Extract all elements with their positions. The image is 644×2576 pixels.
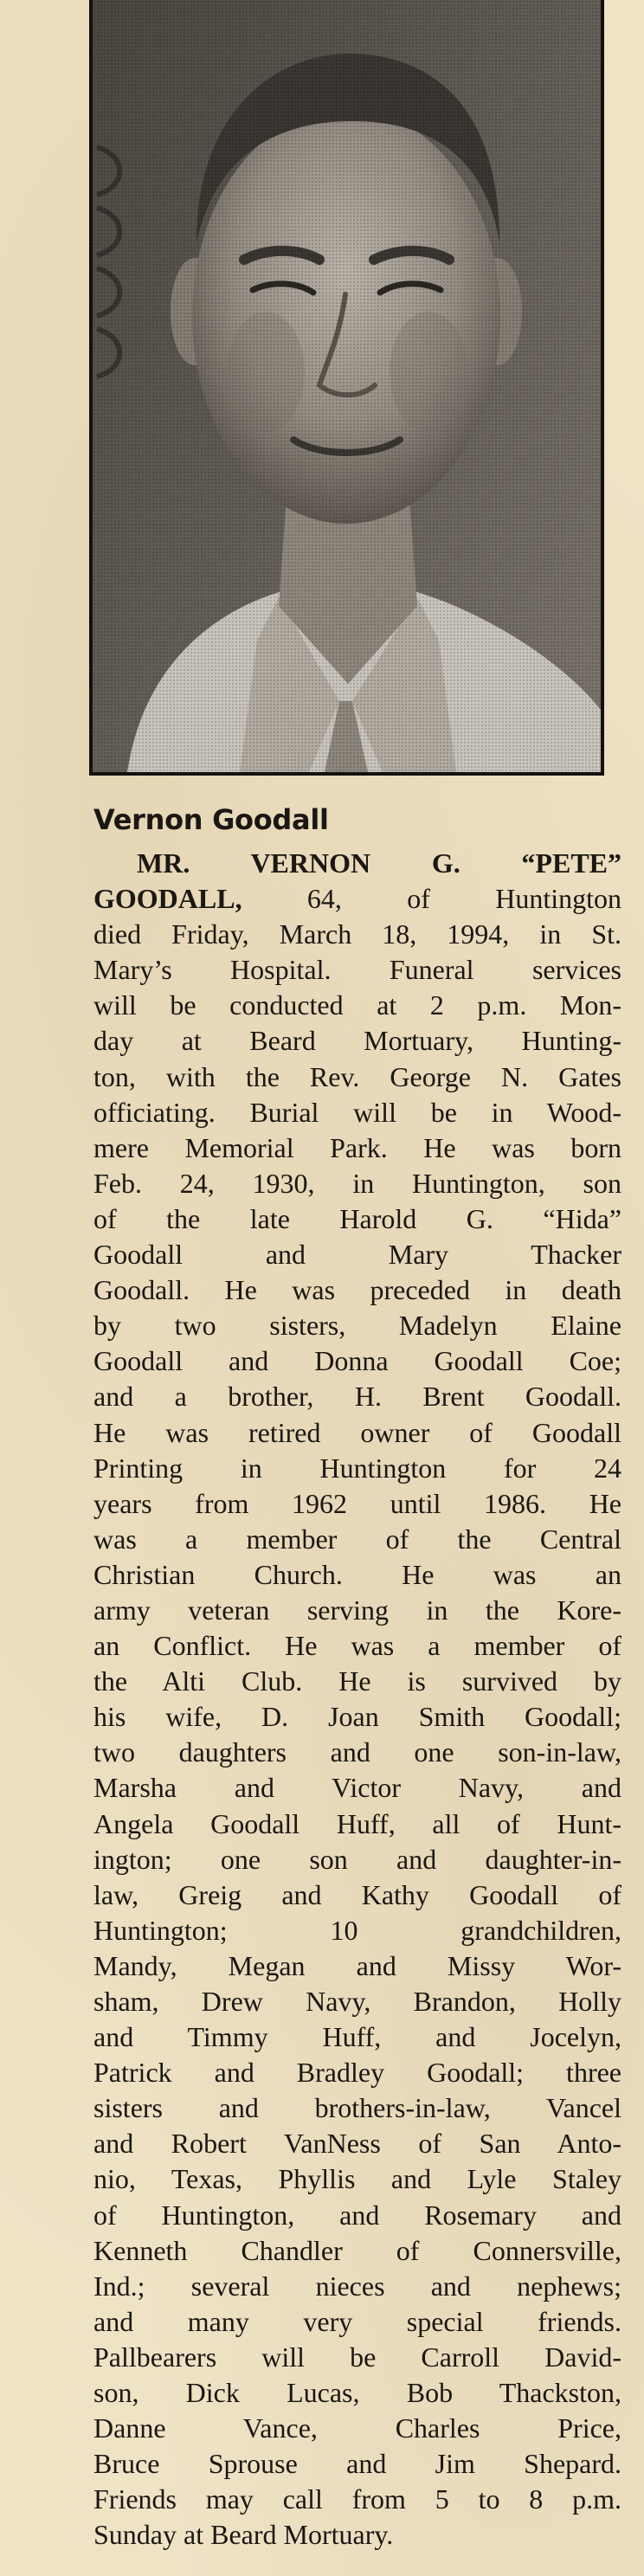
- article-line: of Huntington, and Rosemary and: [93, 2199, 621, 2231]
- article-line: day at Beard Mortuary, Hunting-: [93, 1025, 621, 1057]
- deceased-surname: GOODALL,: [93, 883, 242, 915]
- article-line: Marsha and Victor Navy, and: [93, 1772, 621, 1804]
- article-line-rest: 64, of Huntington: [306, 883, 621, 915]
- article-line: army veteran serving in the Kore-: [93, 1594, 621, 1626]
- article-line: Ind.; several nieces and nephews;: [93, 2270, 621, 2302]
- article-line: died Friday, March 18, 1994, in St.: [93, 918, 621, 950]
- article-line: Kenneth Chandler of Connersville,: [93, 2234, 621, 2266]
- article-line: officiating. Burial will be in Wood-: [93, 1096, 621, 1128]
- portrait-photo: [89, 0, 604, 776]
- portrait-photo-image: [93, 0, 601, 772]
- article-line: and a brother, H. Brent Goodall.: [93, 1381, 621, 1413]
- article-line: Printing in Huntington for 24: [93, 1452, 621, 1484]
- article-line: MR. VERNON G. “PETE”: [137, 847, 621, 879]
- article-line: of the late Harold G. “Hida”: [93, 1202, 621, 1234]
- article-line: Pallbearers will be Carroll David-: [93, 2341, 621, 2373]
- article-line: Mandy, Megan and Missy Wor-: [93, 1949, 621, 1981]
- article-line: and Timmy Huff, and Jocelyn,: [93, 2021, 621, 2053]
- article-line: Huntington; 10 grandchildren,: [93, 1914, 621, 1946]
- article-line: by two sisters, Madelyn Elaine: [93, 1310, 621, 1342]
- article-line: He was retired owner of Goodall: [93, 1416, 621, 1448]
- article-line: Feb. 24, 1930, in Huntington, son: [93, 1167, 621, 1199]
- article-line: Sunday at Beard Mortuary.: [93, 2519, 394, 2551]
- article-line: Bruce Sprouse and Jim Shepard.: [93, 2448, 621, 2480]
- article-line: years from 1962 until 1986. He: [93, 1487, 621, 1519]
- article-line: Mary’s Hospital. Funeral services: [93, 954, 621, 986]
- article-line: ington; one son and daughter-in-: [93, 1843, 621, 1875]
- article-line: sham, Drew Navy, Brandon, Holly: [93, 1986, 621, 2017]
- article-line: and many very special friends.: [93, 2305, 621, 2337]
- article-line: Goodall and Donna Goodall Coe;: [93, 1345, 621, 1377]
- article-line: was a member of the Central: [93, 1523, 621, 1555]
- article-line: nio, Texas, Phyllis and Lyle Staley: [93, 2163, 621, 2195]
- article-line: Christian Church. He was an: [93, 1558, 621, 1590]
- article-line: [93, 881, 621, 917]
- article-line: two daughters and one son-in-law,: [93, 1736, 621, 1768]
- article-line: the Alti Club. He is survived by: [93, 1665, 621, 1697]
- article-line: Patrick and Bradley Goodall; three: [93, 2057, 621, 2089]
- article-line: his wife, D. Joan Smith Goodall;: [93, 1701, 621, 1733]
- article-line: Goodall. He was preceded in death: [93, 1274, 621, 1306]
- article-line: Danne Vance, Charles Price,: [93, 2412, 621, 2444]
- article-line: Goodall and Mary Thacker: [93, 1239, 621, 1271]
- article-line: sisters and brothers-in-law, Vancel: [93, 2092, 621, 2124]
- article-line: will be conducted at 2 p.m. Mon-: [93, 989, 621, 1021]
- obituary-headline: Vernon Goodall: [93, 803, 329, 836]
- article-line: ton, with the Rev. George N. Gates: [93, 1060, 621, 1092]
- article-line: Angela Goodall Huff, all of Hunt-: [93, 1807, 621, 1839]
- article-line: Friends may call from 5 to 8 p.m.: [93, 2483, 621, 2515]
- article-line: son, Dick Lucas, Bob Thackston,: [93, 2377, 621, 2409]
- article-line: an Conflict. He was a member of: [93, 1630, 621, 1662]
- article-line: and Robert VanNess of San Anto-: [93, 2128, 621, 2160]
- obituary-body: [93, 846, 621, 2553]
- article-line: mere Memorial Park. He was born: [93, 1131, 621, 1163]
- article-line: law, Greig and Kathy Goodall of: [93, 1878, 621, 1910]
